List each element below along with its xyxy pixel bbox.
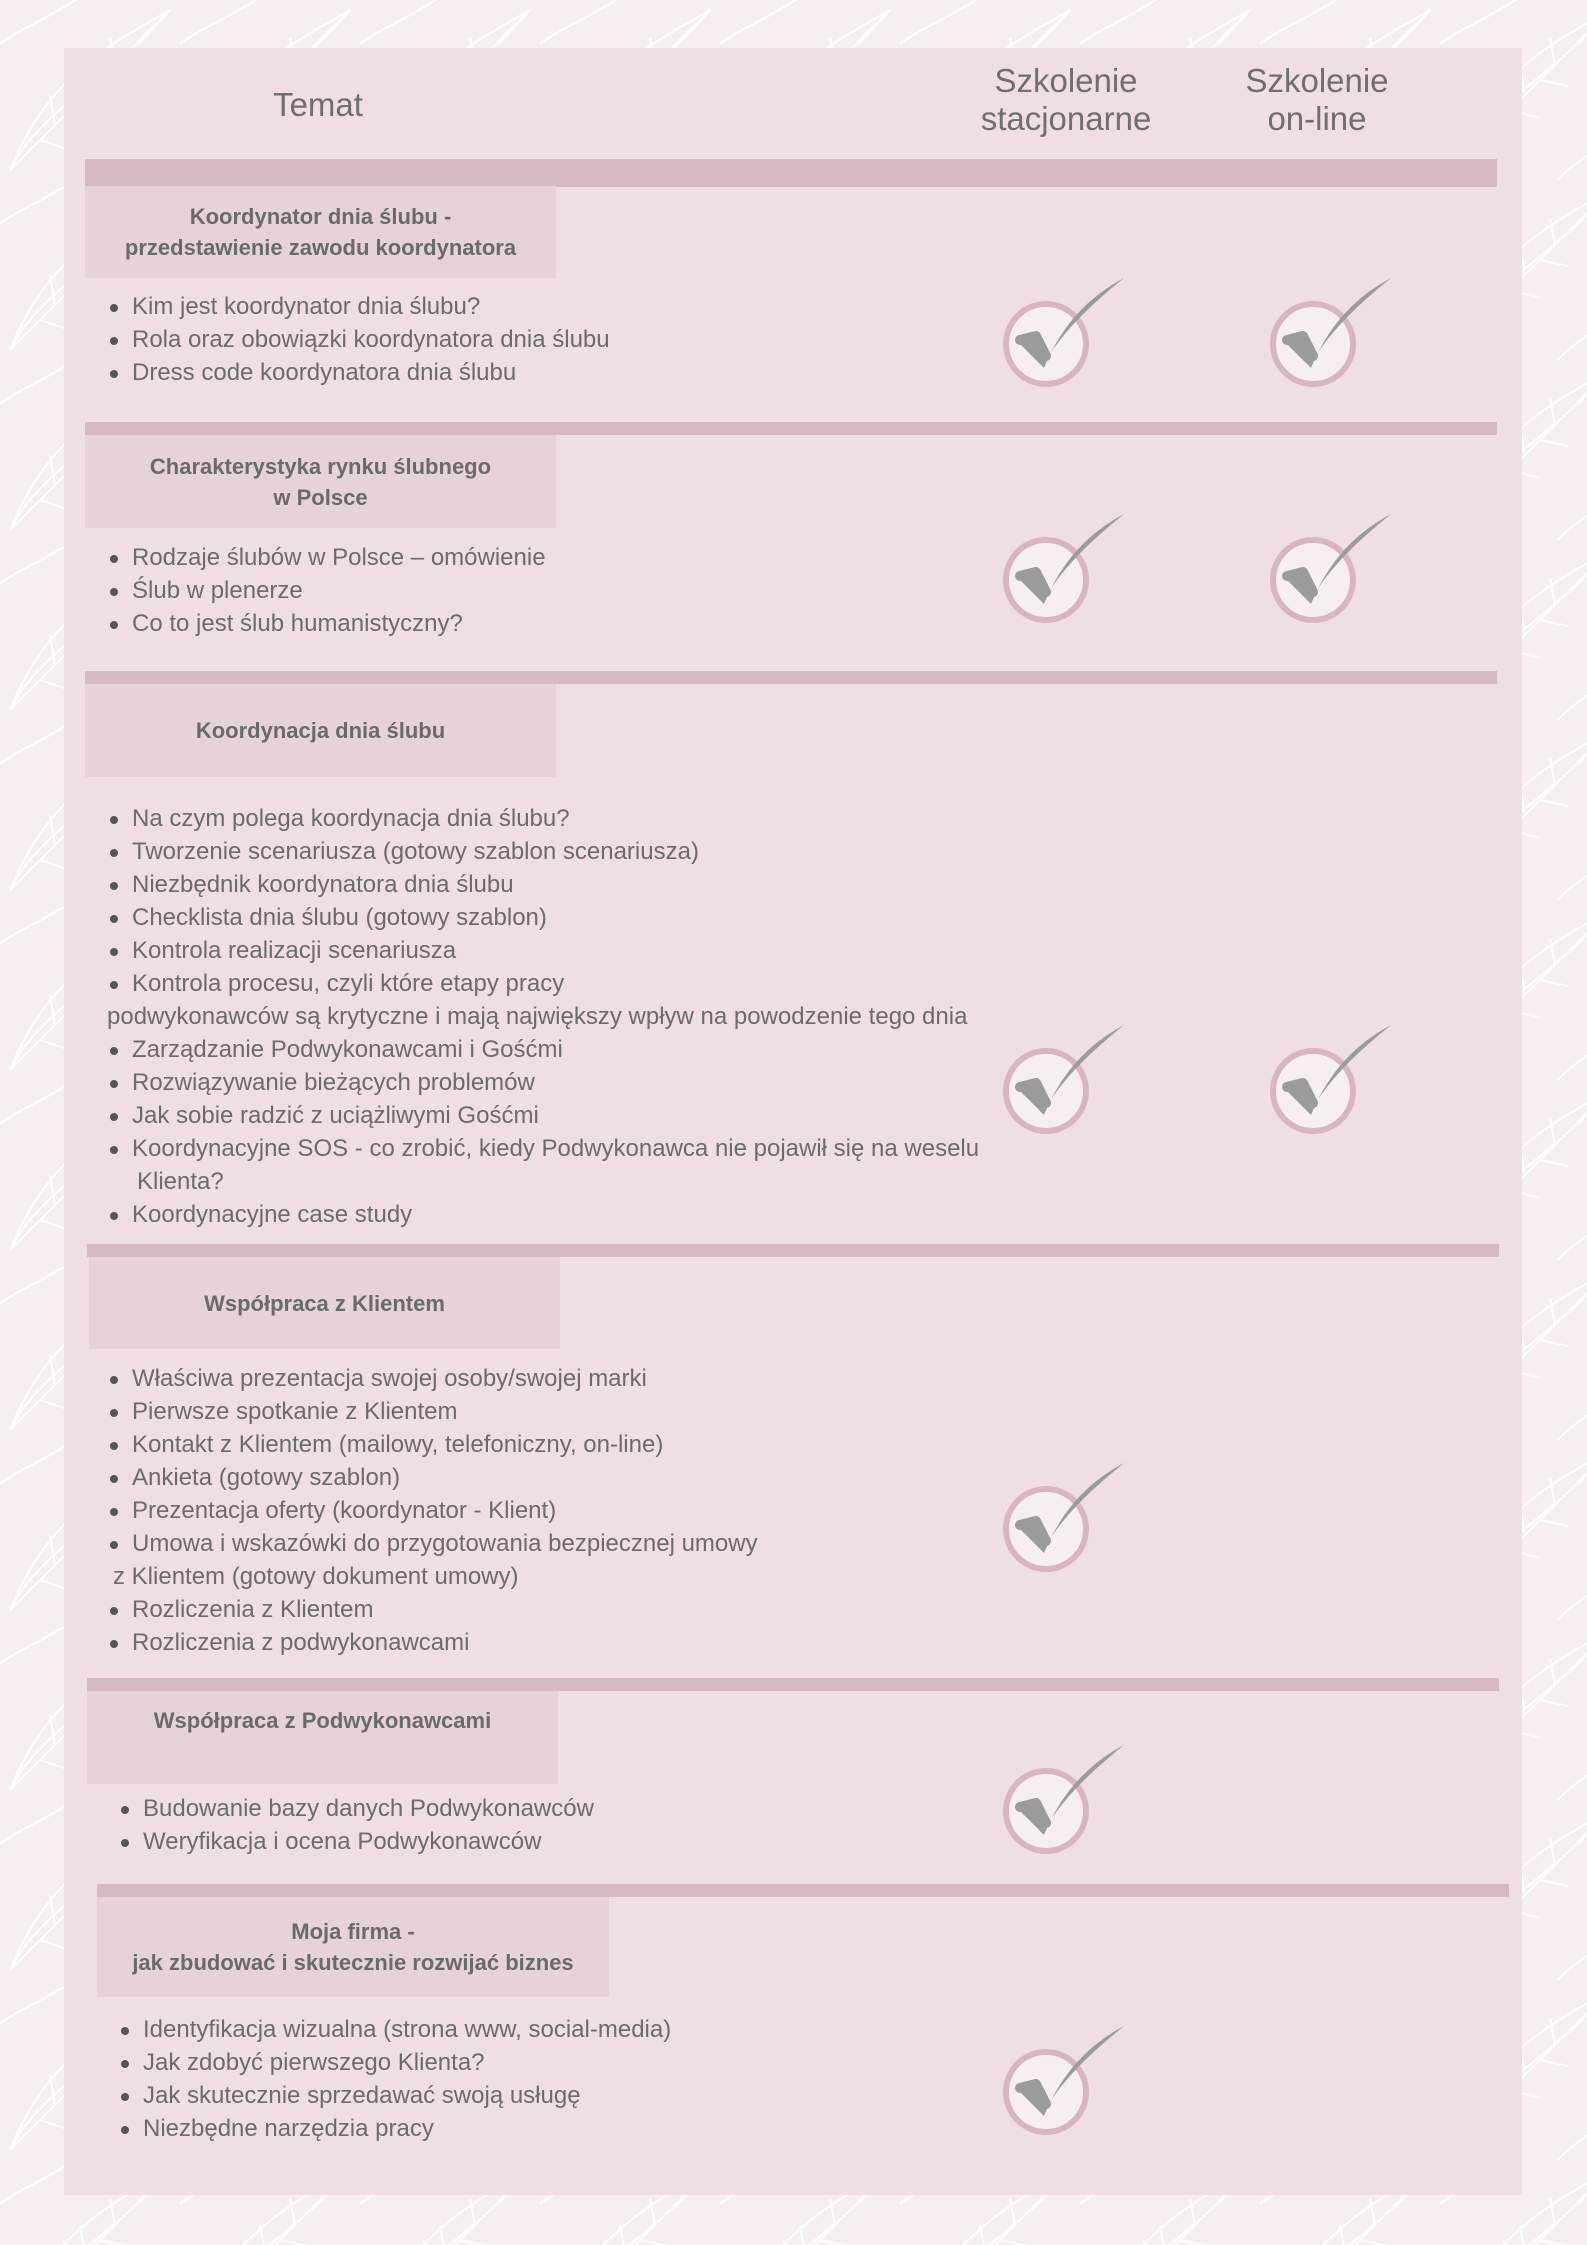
list-item: Rodzaje ślubów w Polsce – omówienie [107,541,546,574]
section-divider [85,671,1497,684]
list-item: Niezbędne narzędzia pracy [118,2112,671,2145]
list-item: Kim jest koordynator dnia ślubu? [107,290,610,323]
section-title-box [85,435,556,528]
section-divider [97,1884,1509,1897]
list-item: Kontrola realizacji scenariusza [107,934,979,967]
checkmark-circle-icon [1267,1019,1397,1139]
list-item: Rozliczenia z Klientem [107,1593,758,1626]
list-item: Jak sobie radzić z uciążliwymi Gośćmi [107,1099,979,1132]
checkmark-circle-icon [1000,1739,1130,1859]
list-item: Dress code koordynatora dnia ślubu [107,356,610,389]
list-item: Kontakt z Klientem (mailowy, telefoniczny, on-line) [107,1428,758,1461]
section-title: Koordynator dnia ślubu - przedstawienie zawodu koordynatora [124,204,517,260]
list-item: Identyfikacja wizualna (strona www, social-media) [118,2013,671,2046]
list-item-continuation: z Klientem (gotowy dokument umowy) [113,1563,519,1590]
section-title: Współpraca z Klientem [204,1290,445,1316]
list-item: Koordynacyjne SOS - co zrobić, kiedy Podwykonawca nie pojawił się na weselu [107,1132,979,1165]
section-title-box [89,1257,560,1349]
column-header-stationary: Szkolenie stacjonarne [980,62,1152,137]
topic-list [107,541,546,640]
list-item: Właściwa prezentacja swojej osoby/swojej marki [107,1362,758,1395]
topic-list [107,802,979,1231]
column-header-topic: Temat [273,86,363,123]
section-title-box [85,684,556,777]
checkmark-circle-icon [1000,2020,1130,2140]
list-item: Na czym polega koordynacja dnia ślubu? [107,802,979,835]
checkmark-circle-icon [1000,1457,1130,1577]
list-item: Checklista dnia ślubu (gotowy szablon) [107,901,979,934]
list-item: Rozwiązywanie bieżących problemów [107,1066,979,1099]
checkmark-circle-icon [1267,508,1397,628]
section-title-box [85,186,556,278]
topic-list [107,290,610,389]
checkmark-circle-icon [1267,272,1397,392]
list-item: Prezentacja oferty (koordynator - Klient) [107,1494,758,1527]
section-title-box [97,1897,609,1997]
list-item: Zarządzanie Podwykonawcami i Gośćmi [107,1033,979,1066]
section-divider [85,422,1497,435]
list-item: Jak skutecznie sprzedawać swoją usługę [118,2079,671,2112]
section-divider [87,1244,1499,1257]
section-divider [87,1678,1499,1691]
list-item-continuation: podwykonawców są krytyczne i mają największy wpływ na powodzenie tego dnia [107,1003,968,1030]
list-item: Umowa i wskazówki do przygotowania bezpiecznej umowy [107,1527,758,1560]
list-item: Jak zdobyć pierwszego Klienta? [118,2046,671,2079]
section-title: Charakterystyka rynku ślubnego w Polsce [149,453,492,510]
list-item: Ankieta (gotowy szablon) [107,1461,758,1494]
topic-list [107,1362,758,1659]
list-item: Pierwsze spotkanie z Klientem [107,1395,758,1428]
list-item: Rola oraz obowiązki koordynatora dnia ślubu [107,323,610,356]
section-title: Współpraca z Podwykonawcami [153,1708,492,1733]
list-item: Ślub w plenerze [107,574,546,607]
checkmark-circle-icon [1000,272,1130,392]
list-item: Co to jest ślub humanistyczny? [107,607,546,640]
section-title: Moja firma - jak zbudować i skutecznie rozwijać biznes [132,1919,574,1975]
list-item: Rozliczenia z podwykonawcami [107,1626,758,1659]
checkmark-circle-icon [1000,1019,1130,1139]
section-title: Koordynacja dnia ślubu [195,718,446,743]
topic-list [118,1792,594,1858]
list-item: Kontrola procesu, czyli które etapy pracy [107,967,979,1000]
topic-list [118,2013,671,2145]
list-item: Koordynacyjne case study [107,1198,979,1231]
list-item: Weryfikacja i ocena Podwykonawców [118,1825,594,1858]
header-divider [85,159,1497,187]
list-item-continuation: Klienta? [137,1168,224,1195]
list-item: Tworzenie scenariusza (gotowy szablon scenariusza) [107,835,979,868]
section-title-box [87,1691,558,1784]
list-item: Niezbędnik koordynatora dnia ślubu [107,868,979,901]
checkmark-circle-icon [1000,508,1130,628]
list-item: Budowanie bazy danych Podwykonawców [118,1792,594,1825]
column-header-online: Szkolenie on-line [1245,62,1389,137]
